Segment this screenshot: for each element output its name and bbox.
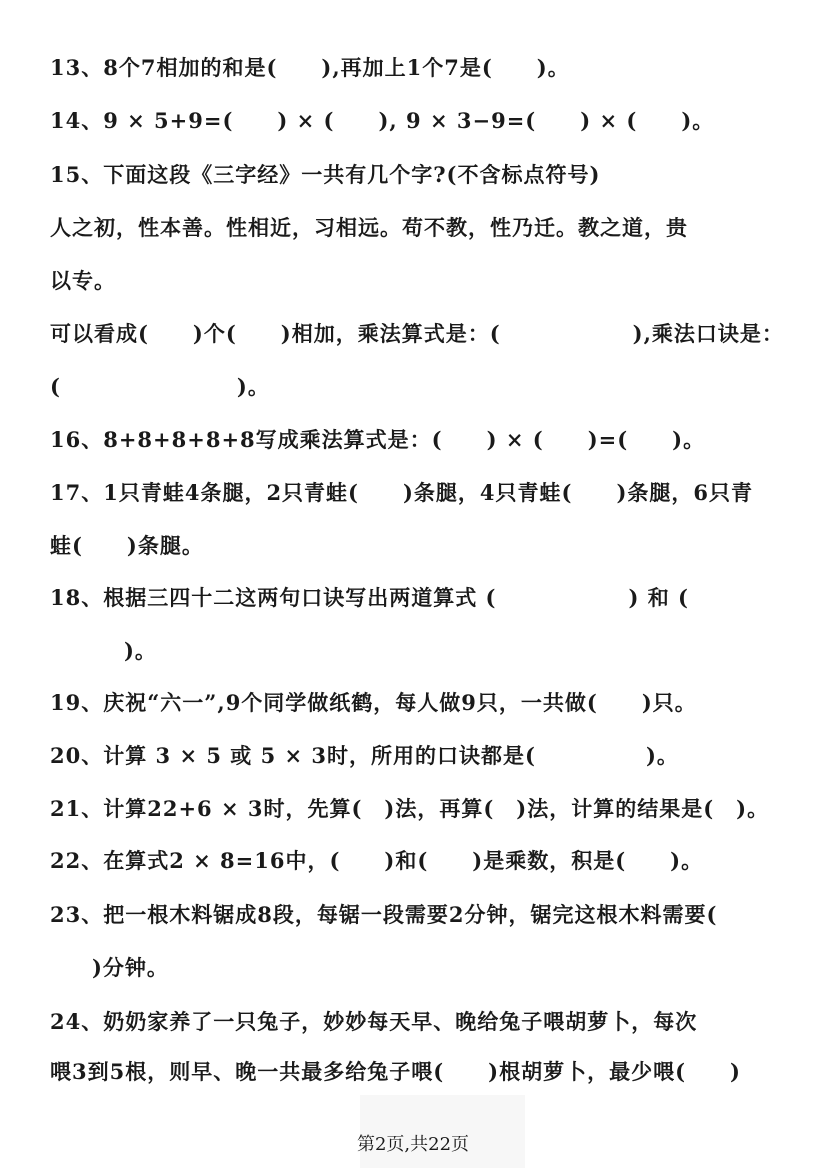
- question-13: 13、8个7相加的和是( ),再加上1个7是( )。: [50, 55, 570, 80]
- question-15-text-line-1: 人之初，性本善。性相近，习相远。苟不教，性乃迁。教之道，贵: [50, 215, 688, 240]
- question-14: 14、9 × 5+9=( ) × ( ), 9 × 3−9=( ) × ( )。: [50, 108, 715, 133]
- question-15-prompt-line-2: ( )。: [50, 374, 270, 399]
- question-15-prompt-line-1: 可以看成( )个( )相加，乘法算式是：( ),乘法口诀是：: [50, 321, 784, 346]
- question-18-line-2: )。: [80, 638, 157, 663]
- question-23-line-2: )分钟。: [70, 955, 169, 980]
- question-21: 21、计算22+6 × 3时，先算( )法，再算( )法，计算的结果是( )。: [50, 796, 770, 821]
- question-22: 22、在算式2 × 8=16中，( )和( )是乘数，积是( )。: [50, 848, 704, 873]
- question-15: 15、下面这段《三字经》一共有几个字?(不含标点符号): [50, 162, 601, 187]
- question-24-line-2: 喂3到5根，则早、晚一共最多给兔子喂( )根胡萝卜，最少喂( ): [50, 1059, 741, 1084]
- question-16: 16、8+8+8+8+8写成乘法算式是：( ) × ( )=( )。: [50, 427, 706, 452]
- question-17-line-2: 蛙( )条腿。: [50, 533, 204, 558]
- question-18-line-1: 18、根据三四十二这两句口诀写出两道算式 ( ) 和 (: [50, 585, 689, 610]
- question-20: 20、计算 3 × 5 或 5 × 3时，所用的口诀都是( )。: [50, 743, 679, 768]
- question-15-text-line-2: 以专。: [50, 268, 116, 293]
- question-24-line-1: 24、奶奶家养了一只兔子，妙妙每天早、晚给兔子喂胡萝卜，每次: [50, 1009, 698, 1034]
- question-23-line-1: 23、把一根木料锯成8段，每锯一段需要2分钟，锯完这根木料需要(: [50, 902, 718, 927]
- question-17-line-1: 17、1只青蛙4条腿，2只青蛙( )条腿，4只青蛙( )条腿，6只青: [50, 480, 754, 505]
- page-number-footer: 第2页,共22页: [356, 1134, 470, 1155]
- question-19: 19、庆祝“六一”,9个同学做纸鹤，每人做9只，一共做( )只。: [50, 690, 697, 715]
